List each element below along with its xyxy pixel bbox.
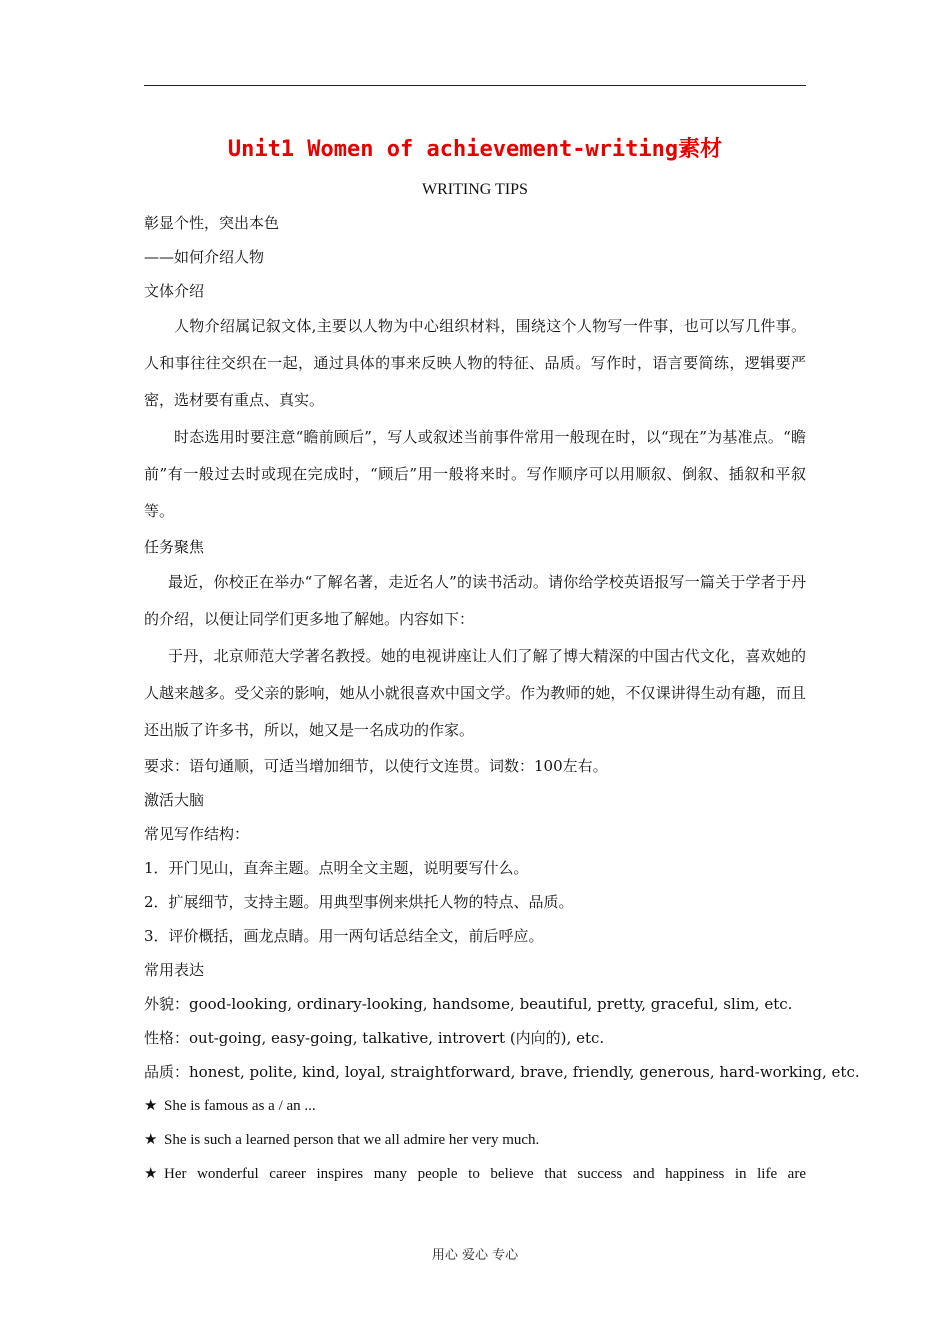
structure-item: 3．评价概括，画龙点睛。用一两句话总结全文，前后呼应。 (144, 927, 544, 945)
topic-heading: 彰显个性，突出本色 (144, 214, 280, 232)
star-icon: ★ (144, 1132, 158, 1148)
style-paragraph-2: 时态选用时要注意“瞻前顾后”，写人或叙述当前事件常用一般现在时，以“现在”为基准点。“瞻前”有一般过去时或现在完成时，“顾后”用一般将来时。写作顺序可以用顺叙、倒叙、插叙和平叙等。 (144, 428, 806, 520)
structure-item: 1．开门见山，直奔主题。点明全文主题，说明要写什么。 (144, 859, 529, 877)
structure-item: 2．扩展细节，支持主题。用典型事例来烘托人物的特点、品质。 (144, 893, 574, 911)
document-title: Unit1 Women of achievement-writing素材 (227, 137, 723, 162)
section-expression-heading: 常用表达 (144, 961, 205, 979)
example-sentence (144, 1089, 806, 1123)
section-brain-heading: 激活大脑 (144, 791, 205, 809)
topic-subheading: ——如何介绍人物 (144, 248, 265, 266)
example-sentence-text: Her wonderful career inspires many people to believe that success and happiness in life are (164, 1166, 806, 1182)
expression-character: 性格：out-going, easy-going, talkative, introvert (内向的), etc. (144, 1029, 605, 1047)
task-paragraph-2: 于丹，北京师范大学著名教授。她的电视讲座让人们了解了博大精深的中国古代文化，喜欢她的人越来越多。受父亲的影响，她从小就很喜欢中国文学。作为教师的她，不仅课讲得生动有趣，而且还出版了许多书，所以，她又是一名成功的作家。 (144, 647, 806, 739)
example-sentence (144, 1123, 806, 1157)
document-body (144, 130, 860, 1191)
header-rule (144, 85, 806, 86)
section-task-heading: 任务聚焦 (144, 538, 205, 556)
task-paragraph-1: 最近，你校正在举办“了解名著，走近名人”的读书活动。请你给学校英语报写一篇关于学者于丹的介绍，以便让同学们更多地了解她。内容如下： (144, 573, 806, 628)
section-style-heading: 文体介绍 (144, 282, 205, 300)
example-sentence-text: She is such a learned person that we all admire her very much. (164, 1132, 540, 1148)
requirement-line: 要求：语句通顺，可适当增加细节，以使行文连贯。词数：100左右。 (144, 757, 608, 775)
example-sentence (144, 1157, 806, 1191)
style-paragraph-1: 人物介绍属记叙文体,主要以人物为中心组织材料，围绕这个人物写一件事，也可以写几件事。人和事往往交织在一起，通过具体的事来反映人物的特征、品质。写作时，语言要简练，逻辑要严密，选材要有重点、真实。 (144, 317, 806, 409)
expression-quality: 品质：honest, polite, kind, loyal, straightforward, brave, friendly, generous, hard-working, etc. (144, 1063, 860, 1081)
writing-tips-heading: WRITING TIPS (422, 181, 528, 198)
example-sentence-text: She is famous as a / an ... (164, 1098, 316, 1114)
star-icon: ★ (144, 1166, 158, 1182)
expression-appearance: 外貌：good-looking, ordinary-looking, handsome, beautiful, pretty, graceful, slim, etc. (144, 995, 793, 1013)
star-icon: ★ (144, 1098, 158, 1114)
structure-label: 常见写作结构： (144, 825, 250, 843)
page-footer: 用心 爱心 专心 (431, 1248, 519, 1263)
